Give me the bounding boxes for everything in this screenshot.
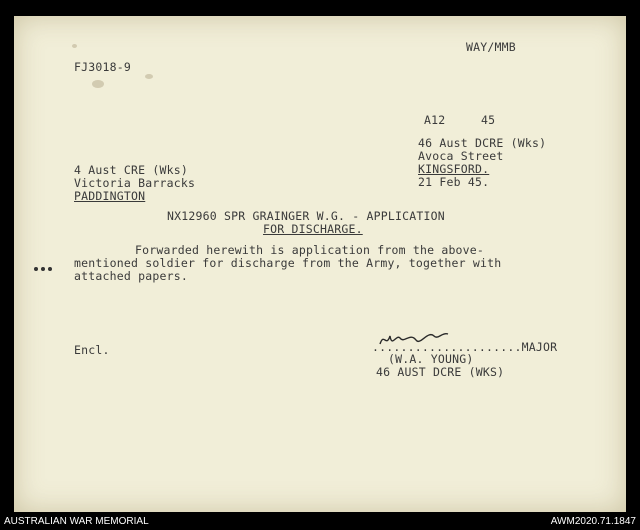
signatory-name: (W.A. YOUNG) xyxy=(388,352,474,366)
signature-rank: .....................MAJOR xyxy=(372,340,558,354)
body-line: Forwarded herewith is application from the above- xyxy=(135,243,485,257)
margin-dot xyxy=(41,267,45,271)
enclosure-note: Encl. xyxy=(74,343,110,357)
paper-mark xyxy=(72,44,77,48)
from-unit: 46 Aust DCRE (Wks) xyxy=(418,136,547,150)
from-suburb: KINGSFORD. xyxy=(418,162,490,176)
paper-mark xyxy=(145,74,153,79)
to-unit: 4 Aust CRE (Wks) xyxy=(74,163,188,177)
subject-line: NX12960 SPR GRAINGER W.G. - APPLICATION xyxy=(167,209,445,223)
archive-credit: AUSTRALIAN WAR MEMORIAL xyxy=(4,516,149,527)
signatory-unit: 46 AUST DCRE (WKS) xyxy=(376,365,505,379)
archive-accession: AWM2020.71.1847 xyxy=(550,516,636,527)
reference-number: FJ3018-9 xyxy=(74,60,131,74)
paper-mark xyxy=(92,80,104,88)
from-code: A12 45 xyxy=(424,113,496,127)
from-street: Avoca Street xyxy=(418,149,504,163)
margin-dot xyxy=(48,267,52,271)
body-line: attached papers. xyxy=(74,269,188,283)
file-reference: WAY/MMB xyxy=(466,40,516,54)
subject-line: FOR DISCHARGE. xyxy=(263,222,363,236)
to-suburb: PADDINGTON xyxy=(74,189,146,203)
body-line: mentioned soldier for discharge from the Army, together with xyxy=(74,256,502,270)
letter-date: 21 Feb 45. xyxy=(418,175,490,189)
to-barracks: Victoria Barracks xyxy=(74,176,196,190)
margin-dot xyxy=(34,267,38,271)
